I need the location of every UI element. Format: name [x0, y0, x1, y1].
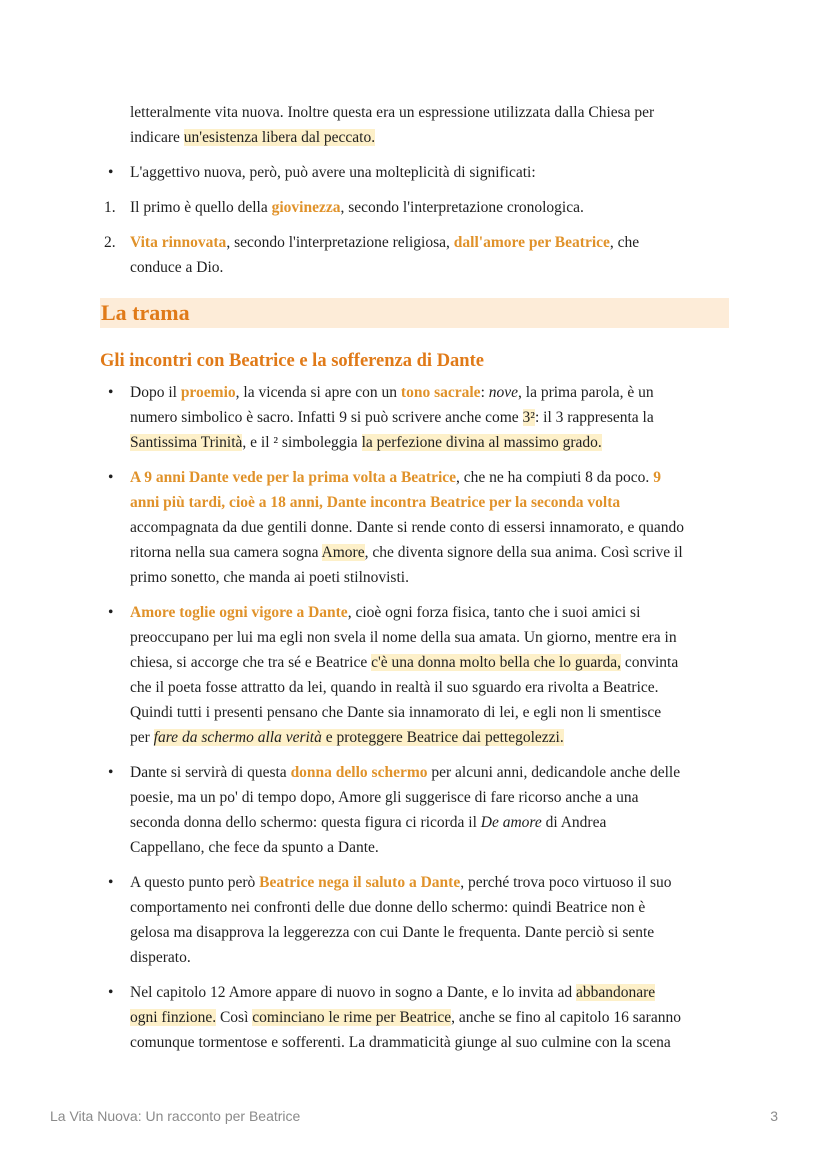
highlight: la perfezione divina al massimo grado.: [361, 434, 602, 451]
bullet-icon: •: [108, 764, 114, 781]
numbered-item-1: [100, 195, 728, 220]
highlight: c'è una donna molto bella che lo guarda,: [371, 654, 621, 671]
page-number: 3: [770, 1108, 778, 1124]
list-item: [100, 465, 728, 590]
list-item: [100, 600, 728, 750]
emphasis: giovinezza: [271, 199, 341, 216]
highlight: cominciano le rime per Beatrice: [252, 1009, 452, 1026]
text: accompagnata da due gentili donne. Dante si rende conto di essersi innamorato, e quando: [130, 519, 684, 536]
text: , che diventa signore della sua anima. Così scrive il: [364, 544, 683, 561]
text: per alcuni anni, dedicandole anche delle: [427, 764, 681, 781]
emphasis: Beatrice nega il saluto a Dante: [259, 874, 461, 891]
text: che il poeta fosse attratto da lei, quando in realtà il suo sguardo era rivolta a Beatrice.: [130, 679, 659, 696]
emphasis: donna dello schermo: [290, 764, 428, 781]
highlight: Amore: [321, 544, 365, 561]
section-heading: La trama: [100, 298, 729, 328]
text: poesie, ma un po' di tempo dopo, Amore gli suggerisce di fare ricorso anche a una: [130, 789, 639, 806]
emphasis: anni più tardi, cioè a 18 anni, Dante incontra Beatrice per la seconda volta: [130, 494, 621, 511]
text: , secondo l'interpretazione cronologica.: [340, 199, 584, 216]
bullet-icon: •: [108, 604, 114, 621]
text: Cappellano, che fece da spunto a Dante.: [130, 839, 379, 856]
bullet-icon: •: [108, 469, 114, 486]
bullet-icon: •: [108, 164, 114, 181]
text: : il 3 rappresenta la: [534, 409, 654, 426]
highlight: Santissima Trinità: [130, 434, 243, 451]
highlight: e proteggere Beatrice dai pettegolezzi.: [321, 729, 564, 746]
text: Il primo è quello della: [130, 199, 272, 216]
list-item: [100, 380, 728, 455]
highlight: abbandonare: [575, 984, 656, 1001]
text: primo sonetto, che manda ai poeti stilnovisti.: [130, 569, 409, 586]
text: comportamento nei confronti delle due donne dello schermo: quindi Beatrice non è: [130, 899, 646, 916]
emphasis: dall'amore per Beatrice: [453, 234, 610, 251]
text: Dopo il: [130, 384, 181, 401]
text: convinta: [620, 654, 679, 671]
text: , la vicenda si apre con un: [235, 384, 401, 401]
italic-text: nove: [488, 384, 519, 401]
text: , secondo l'interpretazione religiosa,: [226, 234, 454, 251]
text: Così: [216, 1009, 253, 1026]
list-item: [100, 160, 728, 185]
highlight: un'esistenza libera dal peccato.: [183, 129, 376, 146]
list-item: [100, 980, 728, 1055]
text: per: [130, 729, 154, 746]
text: comunque tormentose e sofferenti. La drammaticità giunge al suo culmine con la scena: [130, 1034, 671, 1051]
highlight: 3²: [522, 409, 535, 426]
text: ritorna nella sua camera sogna: [130, 544, 322, 561]
numbered-item-2: [100, 230, 728, 280]
text: indicare: [130, 129, 184, 146]
text: Quindi tutti i presenti pensano che Dante sia innamorato di lei, e egli non li smentisce: [130, 704, 662, 721]
emphasis: tono sacrale: [400, 384, 481, 401]
text: numero simbolico è sacro. Infatti 9 si può scrivere anche come: [130, 409, 523, 426]
continued-paragraph: [100, 100, 728, 150]
text: , anche se fino al capitolo 16 saranno: [451, 1009, 681, 1026]
bullet-icon: •: [108, 984, 114, 1001]
text: :: [480, 384, 489, 401]
text: preoccupano per lui ma egli non svela il nome della sua amata. Un giorno, mentre era in: [130, 629, 677, 646]
bullet-icon: •: [108, 384, 114, 401]
footer-title: La Vita Nuova: Un racconto per Beatrice: [50, 1108, 301, 1124]
page-footer: [50, 1108, 778, 1124]
text: , che: [609, 234, 640, 251]
text: Dante si servirà di questa: [130, 764, 291, 781]
text: conduce a Dio.: [130, 259, 224, 276]
subsection-heading: Gli incontri con Beatrice e la sofferenza di Dante: [100, 351, 484, 371]
italic-text: De amore: [480, 814, 542, 831]
italic-text: fare da schermo alla verità: [153, 729, 322, 746]
text: L'aggettivo nuova, però, può avere una molteplicità di significati:: [130, 164, 536, 181]
text: chiesa, si accorge che tra sé e Beatrice: [130, 654, 372, 671]
text: seconda donna dello schermo: questa figura ci ricorda il: [130, 814, 481, 831]
text: di Andrea: [541, 814, 607, 831]
list-item: [100, 760, 728, 860]
emphasis: 9: [653, 469, 661, 486]
bullet-icon: •: [108, 874, 114, 891]
item-number: 2.: [104, 234, 116, 251]
text: Nel capitolo 12 Amore appare di nuovo in sogno a Dante, e lo invita ad: [130, 984, 576, 1001]
text: , cioè ogni forza fisica, tanto che i suoi amici si: [347, 604, 641, 621]
text: letteralmente vita nuova. Inoltre questa era un espressione utilizzata dalla Chiesa per: [130, 104, 655, 121]
highlight: ogni finzione.: [130, 1009, 217, 1026]
emphasis: Amore toglie ogni vigore a Dante: [130, 604, 348, 621]
list-item: [100, 870, 728, 970]
text: gelosa ma disapprova la leggerezza con cui Dante le frequenta. Dante perciò si sente: [130, 924, 655, 941]
text: , che ne ha compiuti 8 da poco.: [456, 469, 654, 486]
item-number: 1.: [104, 199, 116, 216]
text: A questo punto però: [130, 874, 260, 891]
page-content: [100, 100, 728, 1055]
emphasis: Vita rinnovata: [130, 234, 227, 251]
emphasis: A 9 anni Dante vede per la prima volta a Beatrice: [130, 469, 457, 486]
text: disperato.: [130, 949, 191, 966]
text: , e il ² simboleggia: [242, 434, 362, 451]
text: , la prima parola, è un: [518, 384, 654, 401]
text: , perché trova poco virtuoso il suo: [460, 874, 672, 891]
emphasis: proemio: [180, 384, 236, 401]
